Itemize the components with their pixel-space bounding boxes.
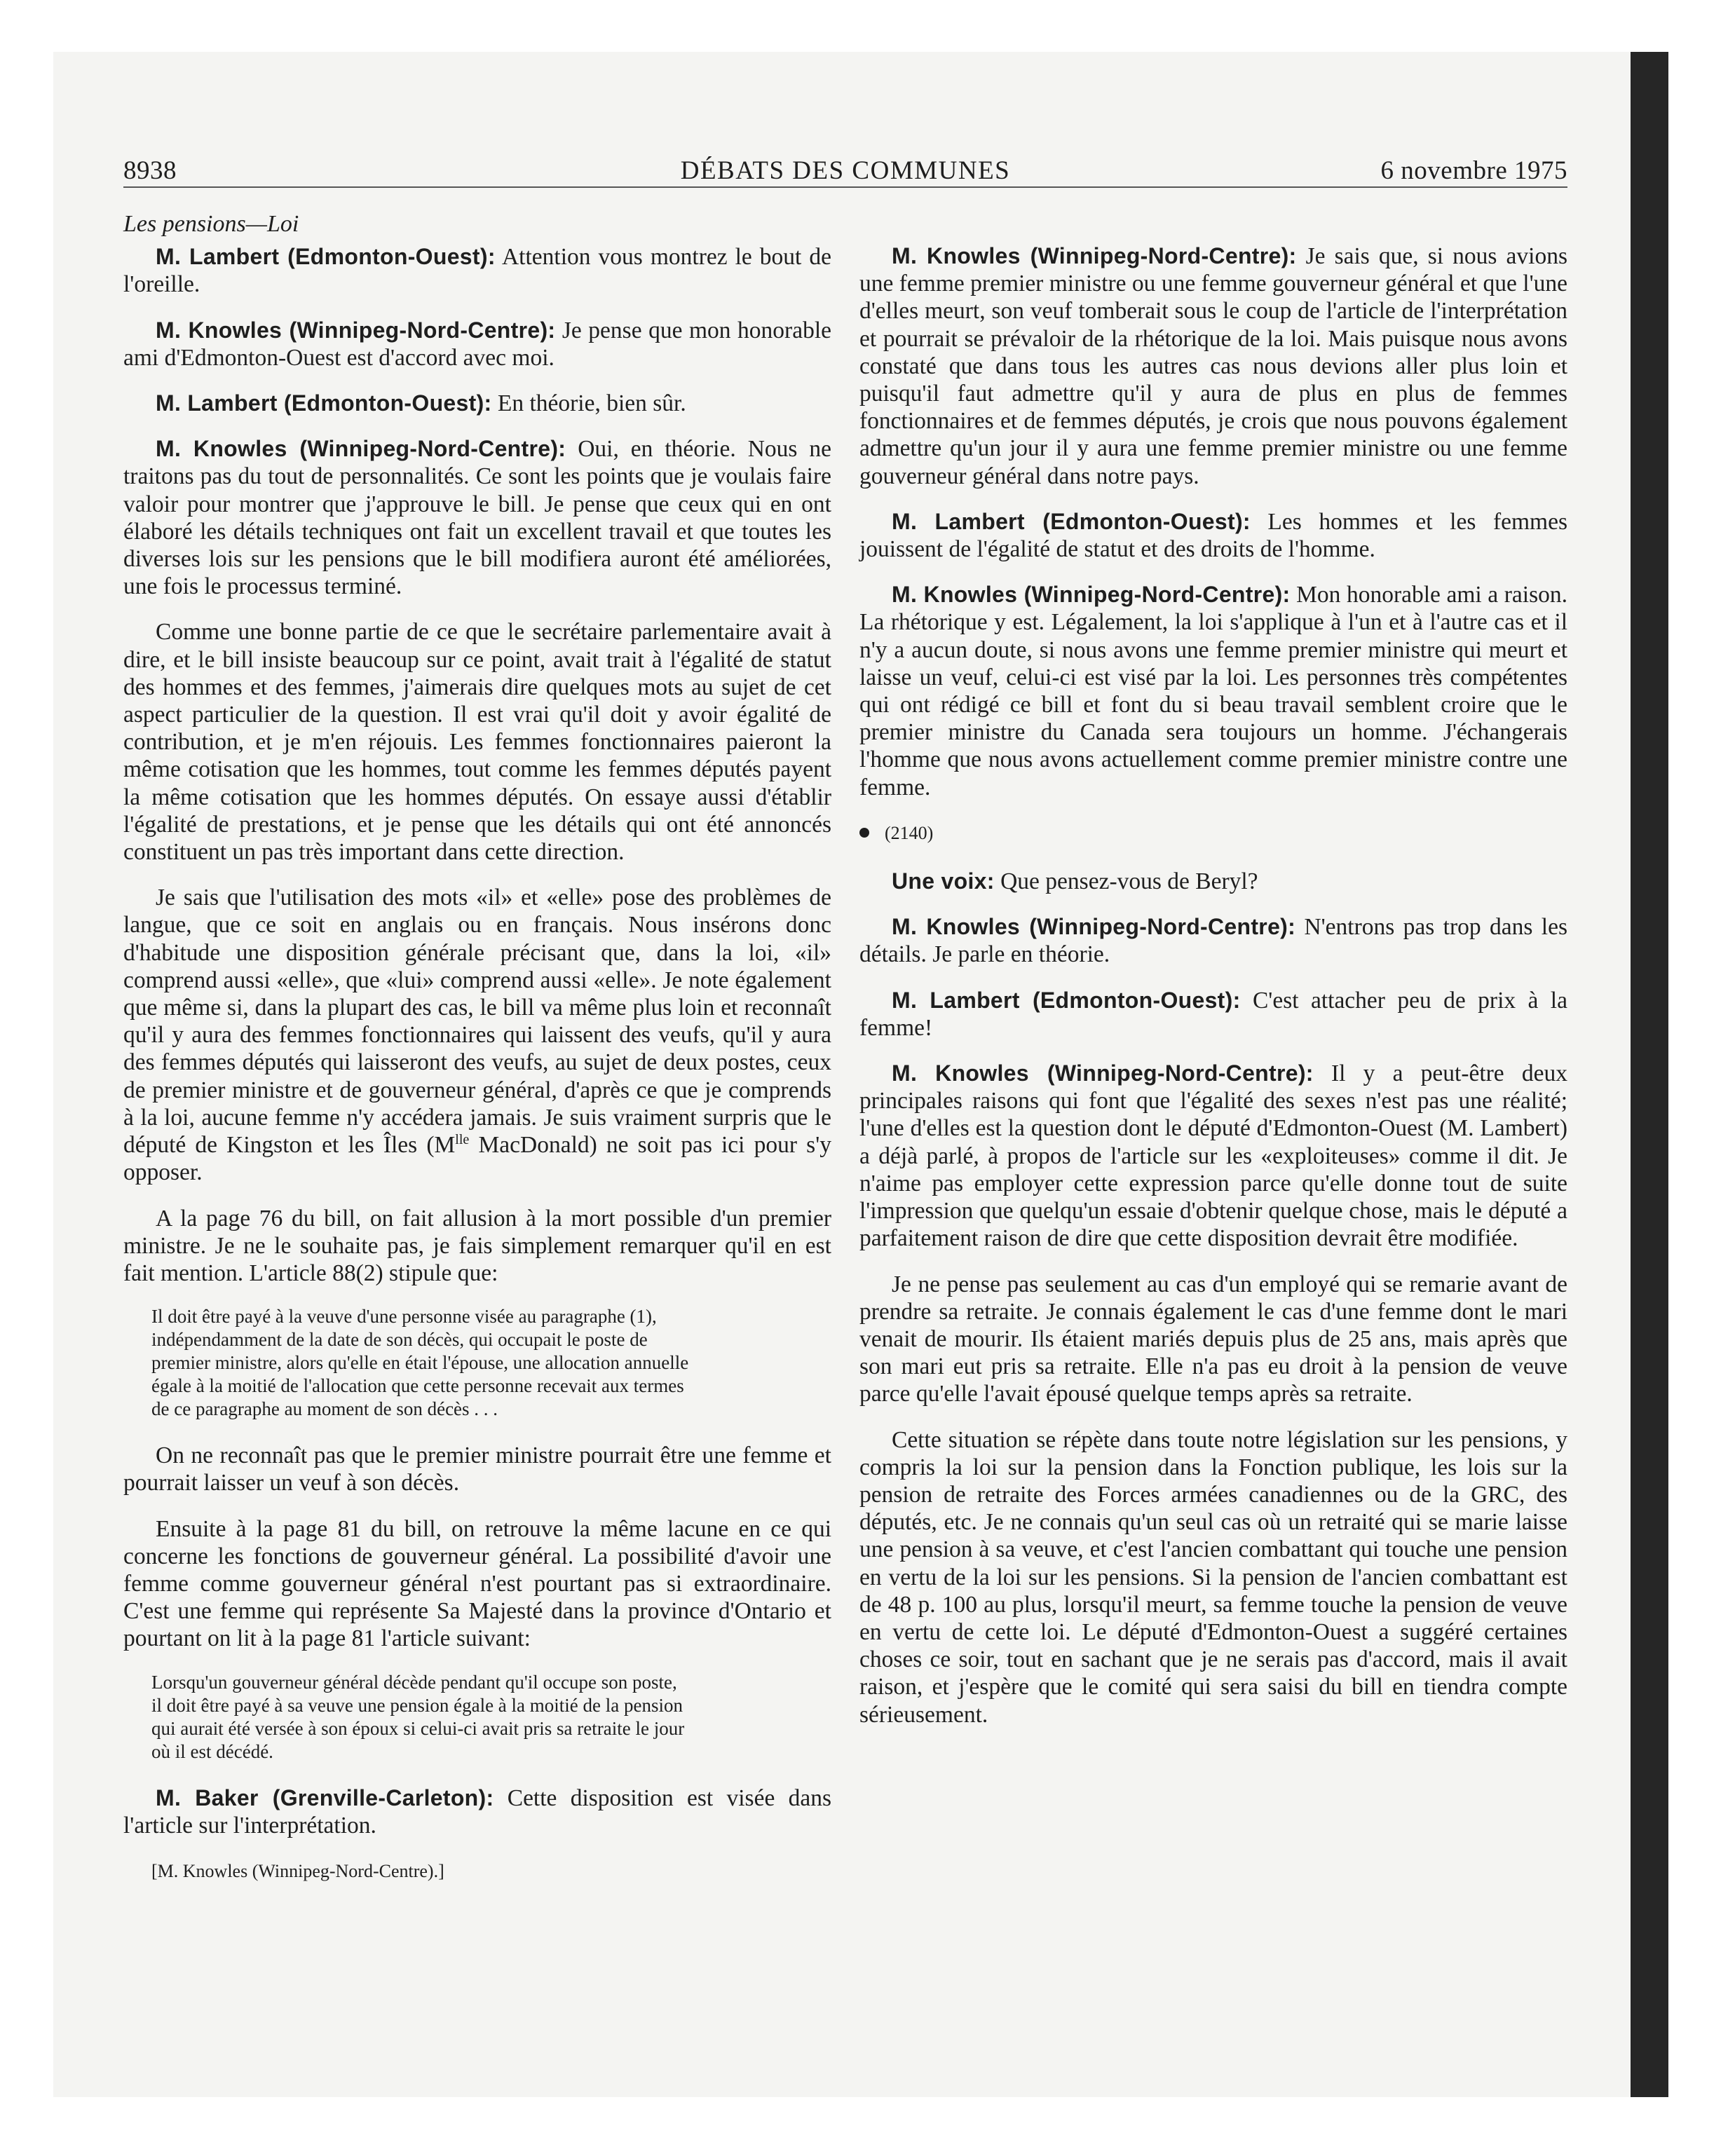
speaker-name: M. Knowles (Winnipeg-Nord-Centre): xyxy=(892,1060,1314,1086)
speech-text: Que pensez-vous de Beryl? xyxy=(994,868,1258,895)
scan-dark-edge xyxy=(1631,52,1668,2097)
speech-text: Mon honorable ami a raison. La rhétorique y est. Légalement, la loi s'applique à l'un et à l'autre cas et il n'y a aucun doute, si nous avons une femme premier ministre qui meurt et laisse un veuf, celui-ci est visé par la loi. Les personnes très compétentes qui ont rédigé ce bill et font du si beau travail semblent croire que le premier ministre du Canada sera toujours un homme. J'échangerais l'homme que nous avons actuellement comme premier ministre contre une femme. xyxy=(859,582,1568,800)
speech-paragraph xyxy=(123,435,831,600)
speech-paragraph xyxy=(859,913,1567,968)
speech-paragraph xyxy=(123,317,831,371)
speaker-name: M. Baker (Grenville-Carleton): xyxy=(156,1785,494,1810)
quoted-statute xyxy=(123,1671,831,1763)
quote-line: premier ministre, alors qu'elle en était l'épouse, une allocation annuelle xyxy=(151,1352,689,1374)
speech-paragraph xyxy=(123,1785,831,1839)
quote-line: Il doit être payé à la veuve d'une personne visée au paragraphe (1), xyxy=(151,1306,657,1328)
speech-paragraph xyxy=(859,987,1567,1042)
right-column xyxy=(859,243,1567,1747)
speaker-name: M. Knowles (Winnipeg-Nord-Centre): xyxy=(892,914,1296,940)
body-paragraph: Comme une bonne partie de ce que le secrétaire parlementaire avait à dire, et le bill insiste beaucoup sur ce point, avait trait à l'égalité de statut des hommes et des femmes, j'aimerais dire quelques mots au sujet de cet aspect particulier de la question. Il est vrai qu'il doit y avoir égalité de contribution, et je m'en réjouis. Les femmes fonctionnaires paieront la même cotisation que les hommes, tout comme les femmes députés payent la même cotisation que les hommes députés. On essaye aussi d'établir l'égalité de prestations, et je pense que les détails qui ont été annoncés constituent un pas très important dans cette direction. xyxy=(123,619,831,866)
body-paragraph: Ensuite à la page 81 du bill, on retrouve la même lacune en ce qui concerne les fonctions de gouverneur général. La possibilité d'avoir une femme comme gouverneur général n'est pourtant pas si extraordinaire. C'est une femme qui représente Sa Majesté dans la province d'Ontario et pourtant on lit à la page 81 l'article suivant: xyxy=(123,1515,831,1652)
body-text: Je sais que l'utilisation des mots «il» et «elle» pose des problèmes de langue, que ce soit en anglais ou en français. Nous insérons donc d'habitude une disposition générale précisant que, dans la loi, «il» comprend aussi «elle», que «lui» comprend aussi «elle». Je note également que même si, dans la plupart des cas, le bill va même plus loin et reconnaît qu'il y aura des femmes fonctionnaires qui laissent des veufs, qu'il y aura des femmes députés qui laisseront des veufs, au sujet de deux postes, ceux de premier ministre et de gouverneur général, d'après ce que je comprends à la loi, aucune femme n'y accédera jamais. Je suis vraiment surpris que le député de Kingston et les Îles (M xyxy=(123,885,831,1159)
speaker-name: M. Lambert (Edmonton-Ouest): xyxy=(892,987,1241,1013)
quote-line: qui aurait été versée à son époux si celui-ci avait pris sa retraite le jour xyxy=(151,1717,685,1739)
speech-paragraph xyxy=(859,581,1567,801)
speech-text: Je sais que, si nous avions une femme premier ministre ou une femme gouverneur général et que l'une d'elles meurt, son veuf tomberait sous le coup de l'article de l'interprétation et pourrait se prévaloir de la rhétorique de la loi. Mais puisque nous avons constaté que dans tous les autres cas nous devions aller plus loin et puisqu'il faut admettre qu'il y aura de plus en plus de femmes fonctionnaires et de femmes députés, je crois que nous pouvons également admettre qu'un jour il y aura une femme premier ministre ou une femme gouverneur général dans notre pays. xyxy=(859,243,1568,489)
speaker-name: M. Knowles (Winnipeg-Nord-Centre): xyxy=(892,582,1291,608)
speech-paragraph xyxy=(859,508,1567,563)
speech-text: C'est attacher peu de prix à la femme! xyxy=(859,987,1567,1041)
quote-line: de ce paragraphe au moment de son décès . . . xyxy=(151,1398,498,1420)
quote-line: il doit être payé à sa veuve une pension égale à la moitié de la pension xyxy=(151,1694,683,1716)
speech-paragraph xyxy=(859,868,1567,895)
speech-text: Oui, en théorie. Nous ne traitons pas du tout de personnalités. Ce sont les points que je voulais faire valoir pour montrer que j'approuve le bill. Je pense que ceux qui en ont élaboré les détails techniques ont fait un excellent travail et que toutes les diverses lois sur les pensions que le bill modifiera auront été améliorées, une fois le processus terminé. xyxy=(123,436,831,600)
header-rule xyxy=(123,186,1567,188)
quote-line: indépendamment de la date de son décès, qui occupait le poste de xyxy=(151,1329,648,1351)
speech-text: N'entrons pas trop dans les détails. Je parle en théorie. xyxy=(859,914,1567,968)
quote-line: Lorsqu'un gouverneur général décède pendant qu'il occupe son poste, xyxy=(151,1671,677,1693)
speech-paragraph xyxy=(123,243,831,298)
speaker-reference: [M. Knowles (Winnipeg-Nord-Centre).] xyxy=(151,1860,444,1881)
speaker-name: Une voix: xyxy=(892,868,995,894)
speech-text: Il y a peut-être deux principales raisons qui font que l'égalité des sexes n'est pas une réalité; l'une d'elles est la question dont le député d'Edmonton-Ouest (M. Lambert) a déjà parlé, à propos de l'article sur les «exploiteuses» comme il dit. Je n'aime pas employer cette expression parce qu'elle donne tout de suite l'impression que quelqu'un essaie d'obtenir quelque chose, mais le député a parfaitement raison de dire que cette disposition devrait être modifiée. xyxy=(859,1060,1567,1252)
body-paragraph: Cette situation se répète dans toute notre législation sur les pensions, y compris la loi sur la pension dans la Fonction publique, les lois sur la pension de retraite des Forces armées canadiennes ou de la GRC, des députés, etc. Je ne connais qu'un seul cas où un retraité qui se marie laisse une pension à sa veuve, et c'est l'ancien combattant qui touche une pension en vertu de la loi sur les pensions. Si la pension de l'ancien combattant est de 48 p. 100 au plus, lorsqu'il meurt, sa femme touche la pension de veuve en vertu de cette loi. Le député d'Edmonton-Ouest a suggéré certaines choses ce soir, tout en sachant que je ne serais pas d'accord, mais il avait raison, et j'espère que le comité qui sera saisi du bill en tiendra compte sérieusement. xyxy=(859,1426,1567,1728)
speech-text: Cette disposition est visée dans l'article sur l'interprétation. xyxy=(123,1785,832,1838)
body-paragraph: Je ne pense pas seulement au cas d'un employé qui se remarie avant de prendre sa retraite. Je connais également le cas d'une femme dont le mari venait de mourir. Ils étaient mariés depuis plus de 25 ans, mais après que son mari eut pris sa retraite. Elle n'a pas eu droit à la pension de veuve parce qu'elle l'avait épousé quelque temps après sa retraite. xyxy=(859,1271,1567,1407)
time-marker-text: (2140) xyxy=(885,822,934,843)
quote-line: où il est décédé. xyxy=(151,1740,273,1762)
speaker-name: M. Knowles (Winnipeg-Nord-Centre): xyxy=(156,317,556,343)
speaker-name: M. Lambert (Edmonton-Ouest): xyxy=(156,244,496,270)
speech-text: Je pense que mon honorable ami d'Edmonton-Ouest est d'accord avec moi. xyxy=(123,317,831,371)
speech-text: En théorie, bien sûr. xyxy=(491,390,686,417)
publication-date: 6 novembre 1975 xyxy=(1380,156,1567,185)
publication-title: DÉBATS DES COMMUNES xyxy=(680,156,1011,185)
speaker-name: M. Lambert (Edmonton-Ouest): xyxy=(156,390,492,416)
speech-paragraph xyxy=(123,390,831,417)
superscript: lle xyxy=(455,1131,470,1147)
speech-paragraph xyxy=(859,1060,1567,1252)
body-paragraph: On ne reconnaît pas que le premier ministre pourrait être une femme et pourrait laisser un veuf à son décès. xyxy=(123,1442,831,1496)
quoted-statute xyxy=(123,1305,831,1421)
running-head: Les pensions—Loi xyxy=(123,211,299,237)
quote-line: égale à la moitié de l'allocation que cette personne recevait aux termes xyxy=(151,1375,684,1397)
speech-text: Attention vous montrez le bout de l'oreille. xyxy=(123,244,832,298)
bullet-icon xyxy=(859,828,869,838)
speaker-name: M. Knowles (Winnipeg-Nord-Centre): xyxy=(892,243,1297,268)
body-paragraph xyxy=(123,884,831,1186)
time-marker xyxy=(859,819,1567,847)
speech-text: Les hommes et les femmes jouissent de l'égalité de statut et des droits de l'homme. xyxy=(859,508,1567,563)
speaker-name: M. Lambert (Edmonton-Ouest): xyxy=(892,508,1251,534)
left-column xyxy=(123,210,831,1903)
speech-paragraph xyxy=(859,243,1567,490)
speaker-name: M. Knowles (Winnipeg-Nord-Centre): xyxy=(156,436,566,462)
body-text: MacDonald) ne soit pas ici pour s'y opposer. xyxy=(123,1132,831,1186)
body-paragraph: A la page 76 du bill, on fait allusion à la mort possible d'un premier ministre. Je ne le souhaite pas, je fais simplement remarquer qu'il en est fait mention. L'article 88(2) stipule que: xyxy=(123,1205,831,1286)
page-number: 8938 xyxy=(123,156,177,185)
